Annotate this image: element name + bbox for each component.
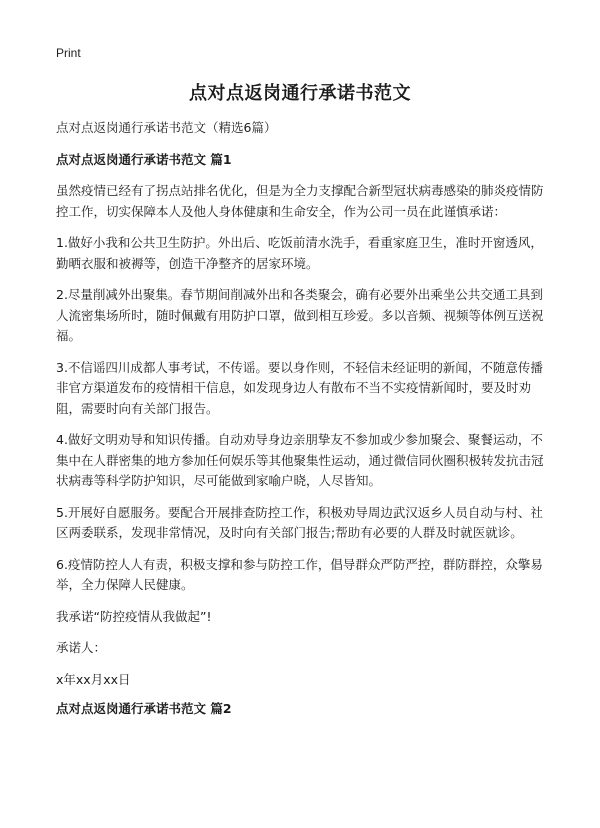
document-subtitle: 点对点返岗通行承诺书范文（精选6篇）: [56, 120, 277, 135]
pledge-statement: 我承诺“防控疫情从我做起”!: [56, 608, 212, 624]
signature-date: x年xx月xx日: [56, 671, 131, 687]
pledge-item-1: 1.做好小我和公共卫生防护。外出后、吃饭前清水洗手，看重家庭卫生，准时开窗透风，勤晒衣服和被褥等，创造干净整齐的居家环境。: [56, 235, 543, 271]
intro-paragraph: 虽然疫情已经有了拐点站排名优化，但是为全力支撑配合新型冠状病毒感染的肺炎疫情防控工作，切实保障本人及他人身体健康和生命安全，作为公司一员在此谨慎承诺：: [56, 183, 544, 219]
section-heading-2: 点对点返岗通行承诺书范文 篇2: [56, 701, 232, 716]
pledge-item-2: 2.尽量削减外出聚集。春节期间削减外出和各类聚会，确有必要外出乘坐公共交通工具到人流密集场所时，随时佩戴有用防护口罩，做到相互珍爱。多以音频、视频等体例互送祝福。: [56, 287, 544, 343]
signer-label: 承诺人：: [56, 640, 107, 655]
document-body: [56, 118, 548, 731]
page-title: 点对点返岗通行承诺书范文: [189, 83, 411, 104]
print-link[interactable]: Print: [56, 46, 81, 60]
pledge-item-5: 5.开展好自愿服务。要配合开展排查防控工作，积极劝导周边武汉返乡人员自动与村、社区两委联系，发现非常情况，及时向有关部门报告;帮助有必要的人群及时就医就诊。: [56, 504, 543, 540]
section-heading-1: 点对点返岗通行承诺书范文 篇1: [56, 151, 232, 167]
pledge-item-3: 3.不信谣四川成都人事考试，不传谣。要以身作则，不轻信未经证明的新闻，不随意传播非官方渠道发布的疫情相干信息，如发现身边人有散布不当不实疫情新闻时，要及时劝阻，需要时向有关部门报告。: [56, 359, 543, 416]
pledge-item-6: 6.疫情防控人人有责，积极支撑和参与防控工作，倡导群众严防严控，群防群控，众擎易举，全力保障人民健康。: [56, 556, 543, 592]
pledge-item-4: 4.做好文明劝导和知识传播。自动劝导身边亲朋挚友不参加或少参加聚会、聚餐运动，不集中在人群密集的地方参加任何娱乐等其他聚集性运动，通过微信同伙圈积极转发抗击冠状病毒等科学防护知识，尽可能做到家喻户晓，人尽皆知。: [56, 432, 544, 488]
